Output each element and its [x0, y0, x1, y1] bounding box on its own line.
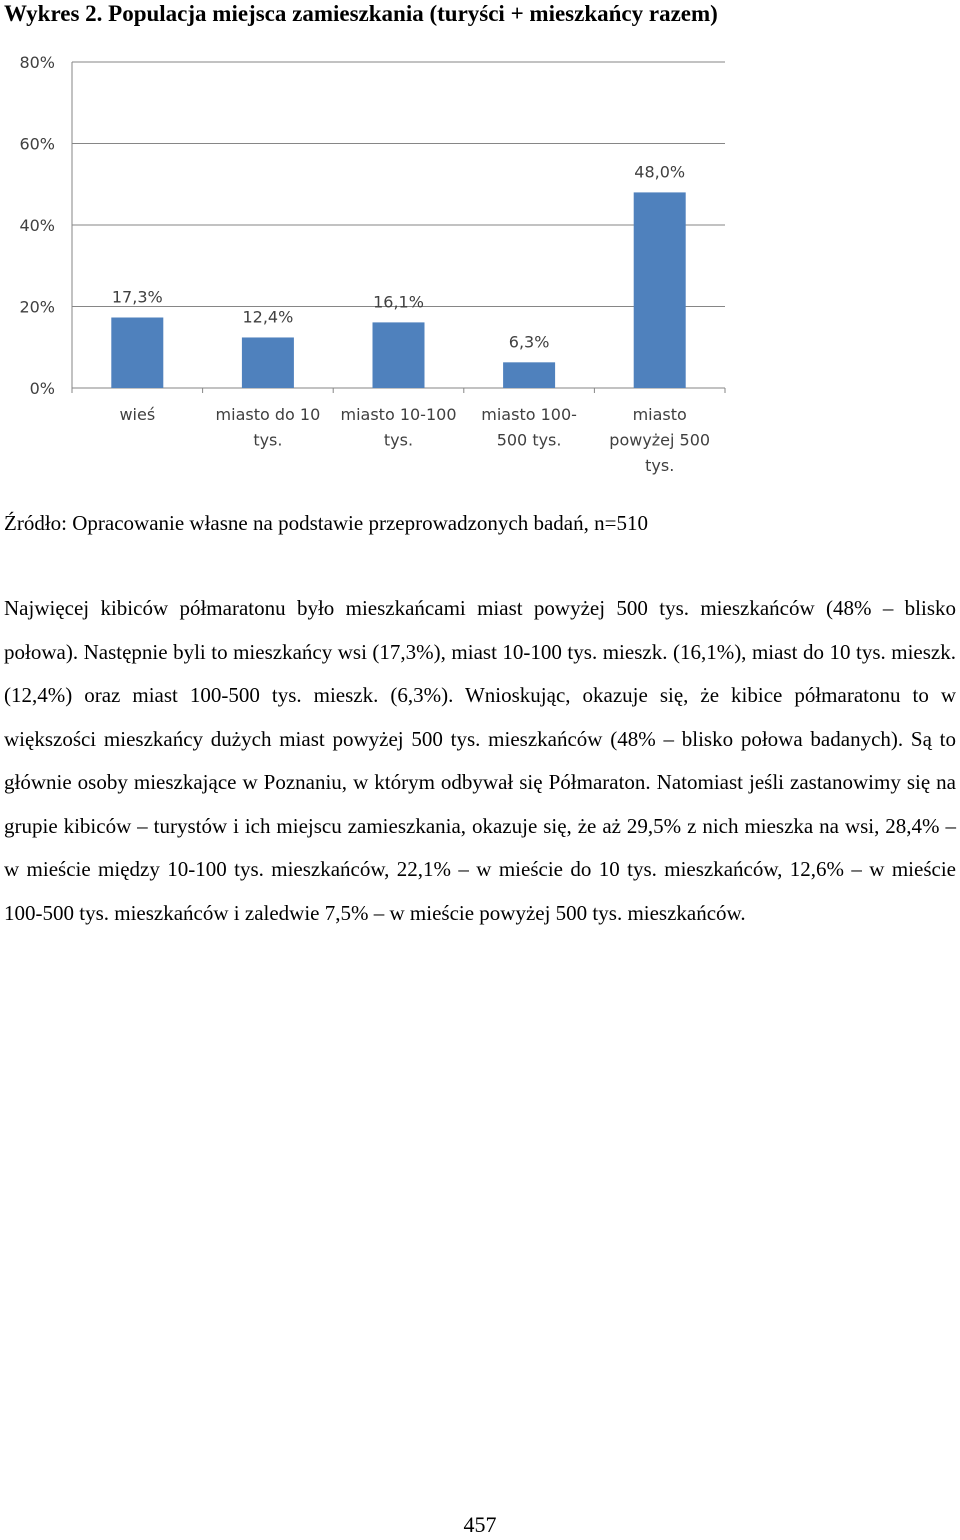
x-tick-label: miasto do 10 tys. — [215, 405, 321, 450]
bar-chart — [0, 40, 760, 490]
x-tick-label: miasto powyżej 500 tys. — [609, 405, 711, 475]
data-label: 48,0% — [634, 162, 686, 182]
x-tick-label: miasto 100-500 tys. — [481, 405, 577, 450]
body-paragraph: Najwięcej kibiców półmaratonu było mieszkańcami miast powyżej 500 tys. mieszkańców (48% – blisko połowa). Następnie byli to mieszkańcy wsi (17,3%), miast 10-100 tys. mieszk. (16,1%), miast do 10 tys. mieszk. (12,4%) oraz miast 100-500 tys. mieszk. (6,3%). Wnioskując, okazuje się, że kibice półmaratonu to w większości mieszkańcy dużych miast powyżej 500 tys. mieszkańców (48% – blisko połowa badanych). Są to głównie osoby mieszkające w Poznaniu, w którym odbywał się Półmaraton. Natomiast jeśli zastanowimy się na grupie kibiców – turystów i ich miejscu zamieszkania, okazuje się, że aż 29,5% z nich mieszka na wsi, 28,4% – w mieście między 10-100 tys. mieszkańców, 22,1% – w mieście do 10 tys. mieszkańców, 12,6% – w mieście 100-500 tys. mieszkańców i zaledwie 7,5% – w mieście powyżej 500 tys. mieszkańców. — [4, 596, 956, 925]
source-note: Źródło: Opracowanie własne na podstawie przeprowadzonych badań, n=510 — [4, 511, 648, 535]
x-tick-label: wieś — [119, 405, 156, 424]
bar — [242, 337, 294, 388]
bar — [373, 322, 425, 388]
bar — [503, 362, 555, 388]
figure-title: Wykres 2. Populacja miejsca zamieszkania (turyści + mieszkańcy razem) — [4, 1, 718, 26]
bar — [111, 318, 163, 388]
y-tick-label: 20% — [19, 297, 55, 317]
x-tick-label: miasto 10-100 tys. — [340, 405, 457, 450]
y-tick-label: 80% — [19, 53, 55, 72]
data-label: 12,4% — [242, 307, 294, 327]
data-label: 6,3% — [508, 332, 550, 352]
page-number: 457 — [463, 1512, 497, 1537]
y-tick-label: 60% — [19, 134, 55, 154]
y-tick-label: 40% — [19, 216, 55, 235]
data-label: 16,1% — [373, 292, 424, 312]
data-label: 17,3% — [111, 287, 163, 307]
y-tick-label: 0% — [29, 379, 55, 398]
bar — [634, 192, 686, 388]
